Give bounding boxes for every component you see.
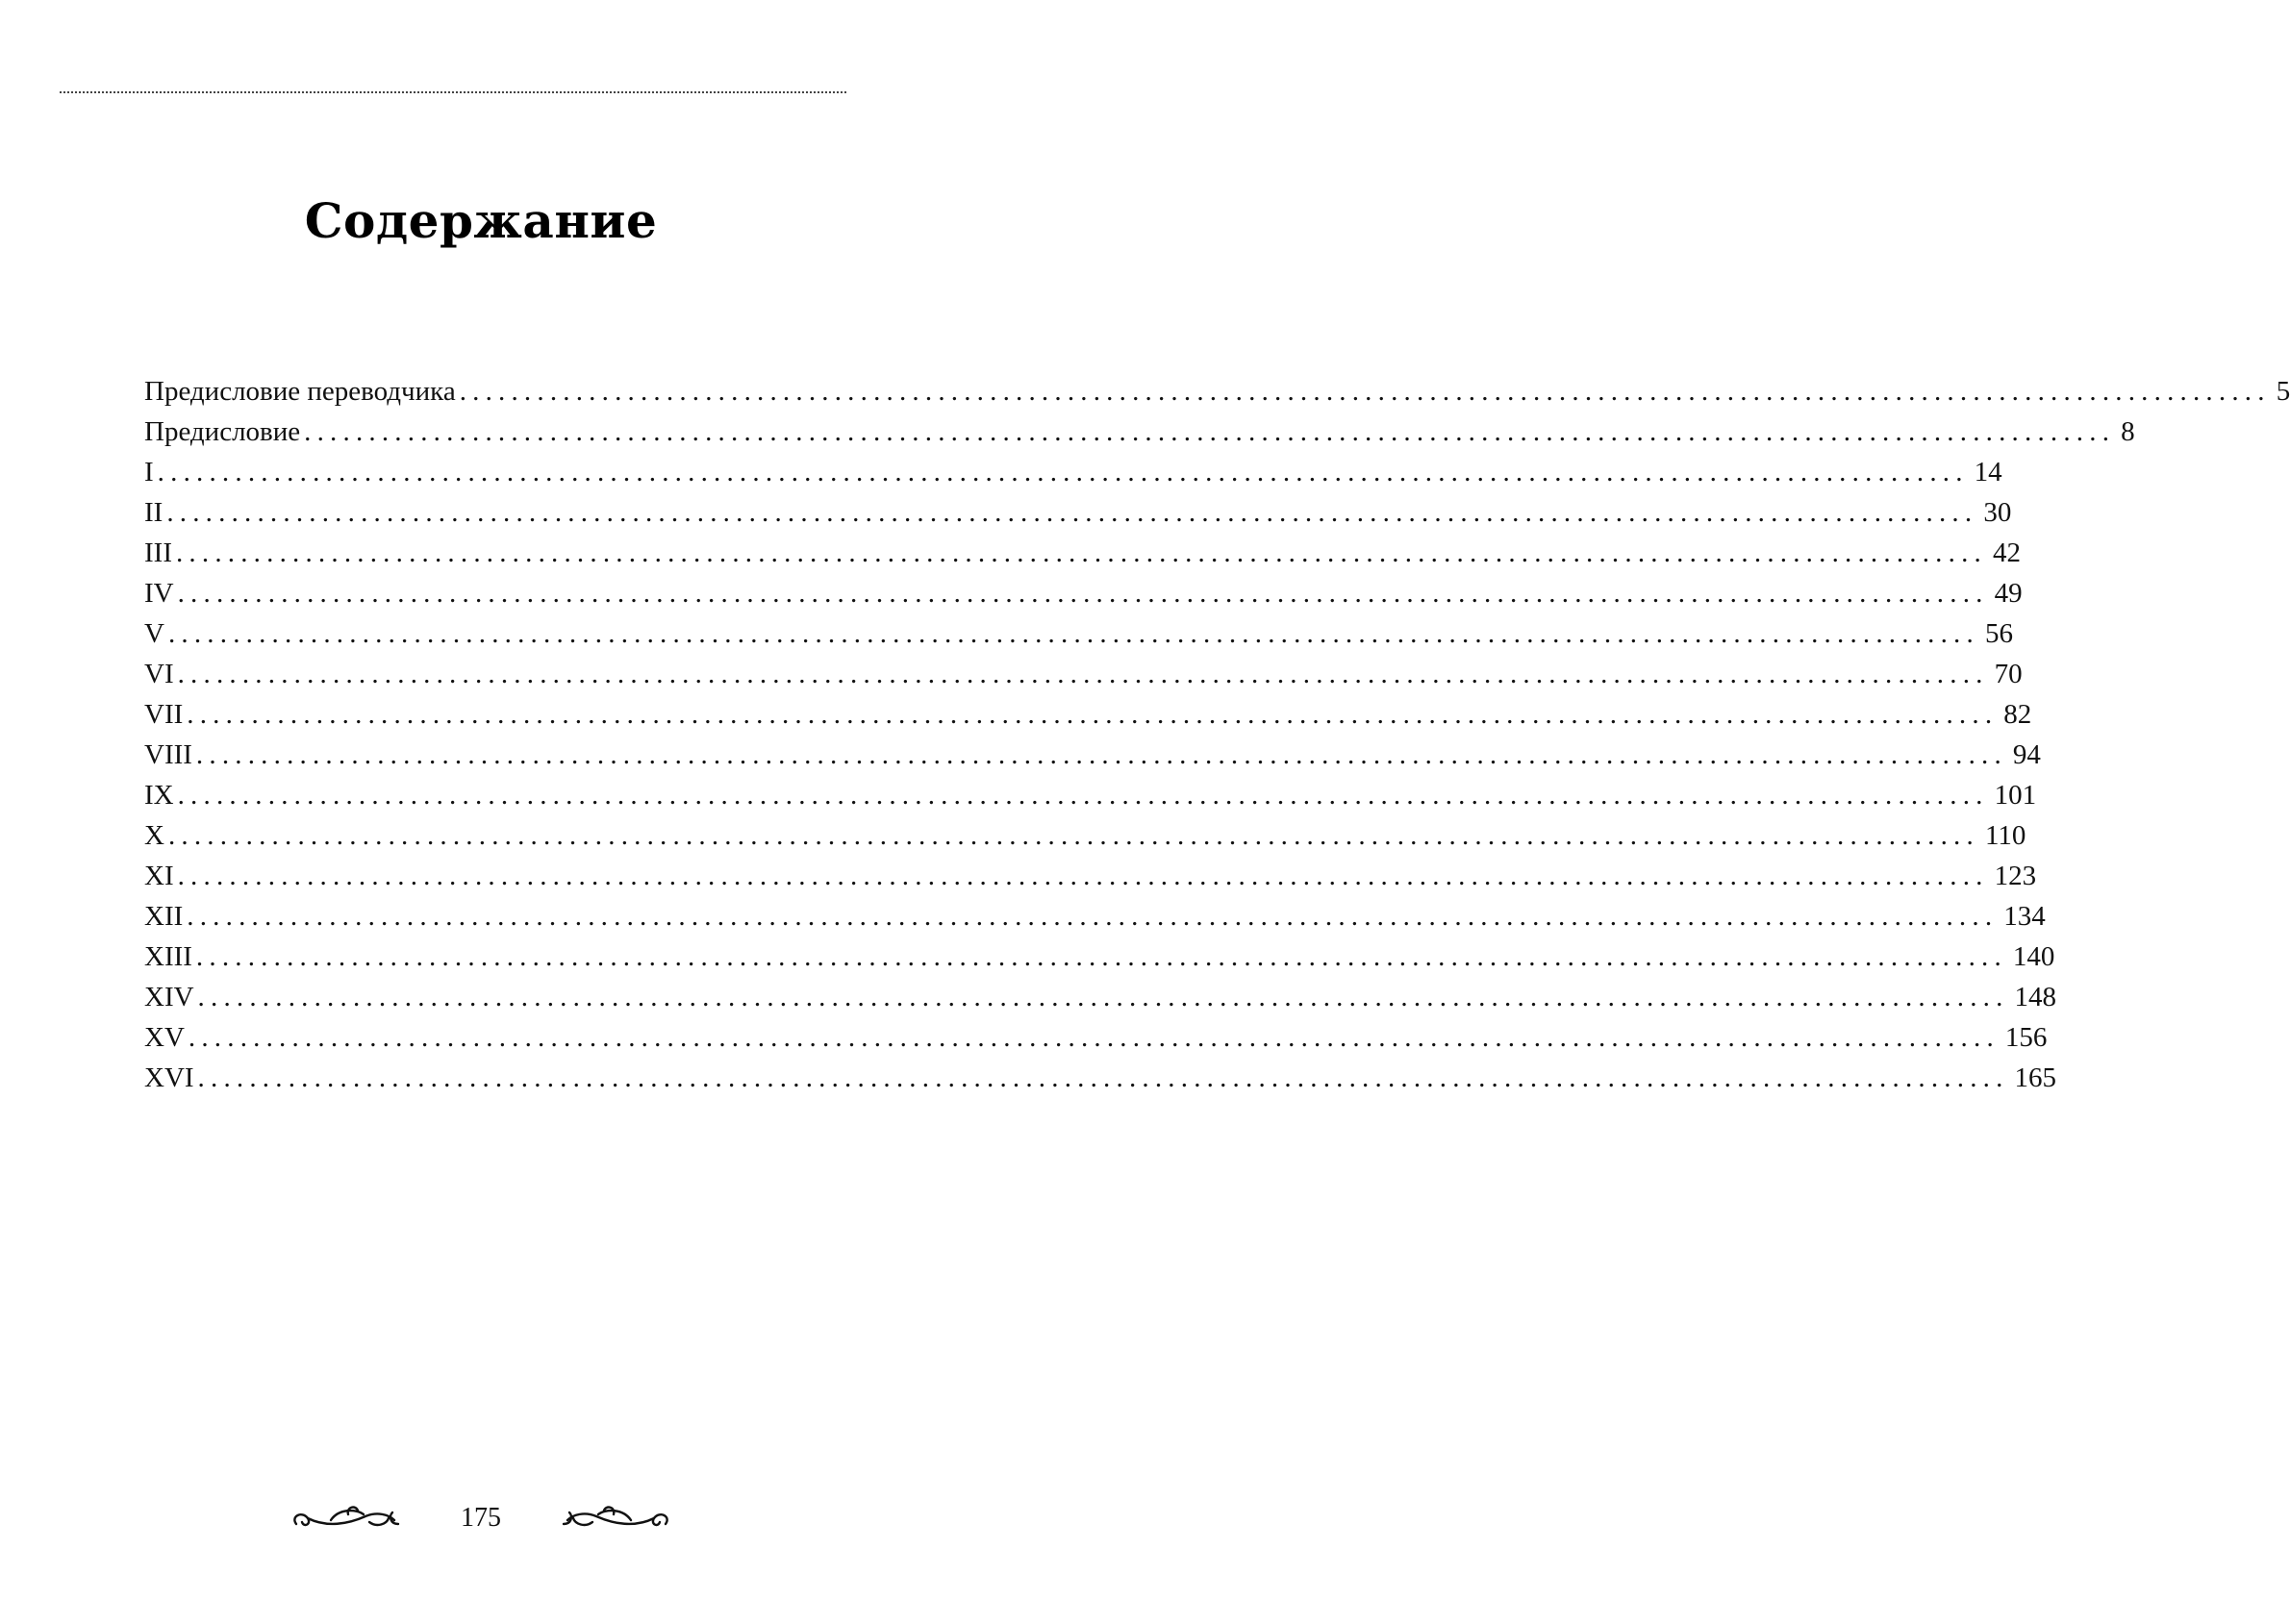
toc-entry-label: XI bbox=[144, 861, 174, 891]
toc-page-number: 8 bbox=[2121, 416, 2135, 447]
toc-dot-leader: ............................................................................................................................................ bbox=[197, 982, 2009, 1012]
toc-entry-label: IV bbox=[144, 578, 174, 609]
page-footer bbox=[0, 1495, 962, 1543]
toc-dot-leader: ............................................................................................................................................ bbox=[167, 820, 1979, 851]
toc-entry-label: XIV bbox=[144, 982, 194, 1012]
toc-entry-label: I bbox=[144, 457, 154, 487]
toc-dot-leader: ............................................................................................................................................ bbox=[167, 618, 1979, 649]
toc-row[interactable] bbox=[144, 613, 2013, 654]
toc-row[interactable] bbox=[144, 977, 2057, 1017]
toc-page-number: 5 bbox=[2276, 376, 2290, 407]
toc-row[interactable] bbox=[144, 1017, 2048, 1058]
toc-page-number: 42 bbox=[1992, 537, 2021, 568]
page-number: 175 bbox=[461, 1503, 501, 1533]
toc-row[interactable] bbox=[144, 856, 2037, 896]
toc-page-number: 94 bbox=[2012, 739, 2041, 770]
toc-dot-leader: ............................................................................................................................................ bbox=[187, 699, 1999, 730]
toc-page-number: 49 bbox=[1994, 578, 2023, 609]
page-title: Содержание bbox=[304, 192, 658, 249]
toc-entry-label: VI bbox=[144, 659, 174, 689]
toc-dot-leader: ............................................................................................................................................ bbox=[177, 780, 1989, 811]
toc-entry-label: XIII bbox=[144, 941, 192, 972]
toc-page-number: 101 bbox=[1994, 780, 2037, 811]
toc-dot-leader: ............................................................................................................................................ bbox=[177, 861, 1989, 891]
toc-dot-leader: ............................................................................................................................................ bbox=[166, 497, 1978, 528]
toc-entry-label: II bbox=[144, 497, 164, 528]
toc-row[interactable] bbox=[144, 815, 2026, 856]
toc-dot-leader: ............................................................................................................................................ bbox=[187, 901, 1999, 932]
toc-row[interactable] bbox=[144, 937, 2055, 977]
toc-page-number: 30 bbox=[1983, 497, 2012, 528]
toc-entry-label: VIII bbox=[144, 739, 192, 770]
dotted-header-rule bbox=[60, 91, 846, 93]
toc-entry-label: XV bbox=[144, 1022, 185, 1053]
toc-page-number: 110 bbox=[1984, 820, 2026, 851]
toc-page-number: 156 bbox=[2004, 1022, 2048, 1053]
toc-entry-label: Предисловие переводчика bbox=[144, 376, 456, 407]
toc-row[interactable] bbox=[144, 694, 2032, 735]
toc-row[interactable] bbox=[144, 412, 2135, 452]
toc-dot-leader: ............................................................................................................................................ bbox=[188, 1022, 2000, 1053]
toc-dot-leader: ............................................................................................................................................ bbox=[195, 941, 2007, 972]
toc-row[interactable] bbox=[144, 452, 2002, 492]
toc-row[interactable] bbox=[144, 654, 2023, 694]
toc-page-number: 82 bbox=[2003, 699, 2032, 730]
toc-dot-leader: ............................................................................................................................................ bbox=[175, 537, 1987, 568]
toc-entry-label: III bbox=[144, 537, 172, 568]
toc-page-number: 165 bbox=[2014, 1062, 2057, 1093]
toc-row[interactable] bbox=[144, 896, 2046, 937]
toc-page-number: 70 bbox=[1994, 659, 2023, 689]
toc-dot-leader: ............................................................................................................................................ bbox=[195, 739, 2007, 770]
toc-page-number: 134 bbox=[2003, 901, 2046, 932]
toc-row[interactable] bbox=[144, 533, 2021, 573]
toc-dot-leader: ............................................................................................................................................ bbox=[177, 578, 1989, 609]
toc-page-number: 56 bbox=[1984, 618, 2013, 649]
toc-row[interactable] bbox=[144, 573, 2023, 613]
toc-row[interactable] bbox=[144, 371, 2290, 412]
toc-entry-label: XII bbox=[144, 901, 184, 932]
toc-page-number: 148 bbox=[2014, 982, 2057, 1012]
toc-dot-leader: ............................................................................................................................................ bbox=[177, 659, 1989, 689]
toc-row[interactable] bbox=[144, 1058, 2057, 1098]
table-of-contents bbox=[144, 371, 2290, 1098]
toc-entry-label: V bbox=[144, 618, 164, 649]
toc-dot-leader: ............................................................................................................................................ bbox=[459, 376, 2271, 407]
toc-entry-label: VII bbox=[144, 699, 184, 730]
toc-dot-leader: ............................................................................................................................................ bbox=[197, 1062, 2009, 1093]
toc-row[interactable] bbox=[144, 492, 2012, 533]
toc-entry-label: XVI bbox=[144, 1062, 194, 1093]
toc-dot-leader: ............................................................................................................................................ bbox=[304, 416, 2116, 447]
toc-page-number: 123 bbox=[1994, 861, 2037, 891]
toc-entry-label: IX bbox=[144, 780, 174, 811]
toc-entry-label: X bbox=[144, 820, 164, 851]
toc-page-number: 140 bbox=[2012, 941, 2055, 972]
toc-row[interactable] bbox=[144, 735, 2041, 775]
toc-row[interactable] bbox=[144, 775, 2037, 815]
toc-dot-leader: ............................................................................................................................................ bbox=[157, 457, 1969, 487]
toc-entry-label: Предисловие bbox=[144, 416, 301, 447]
toc-page-number: 14 bbox=[1974, 457, 2002, 487]
